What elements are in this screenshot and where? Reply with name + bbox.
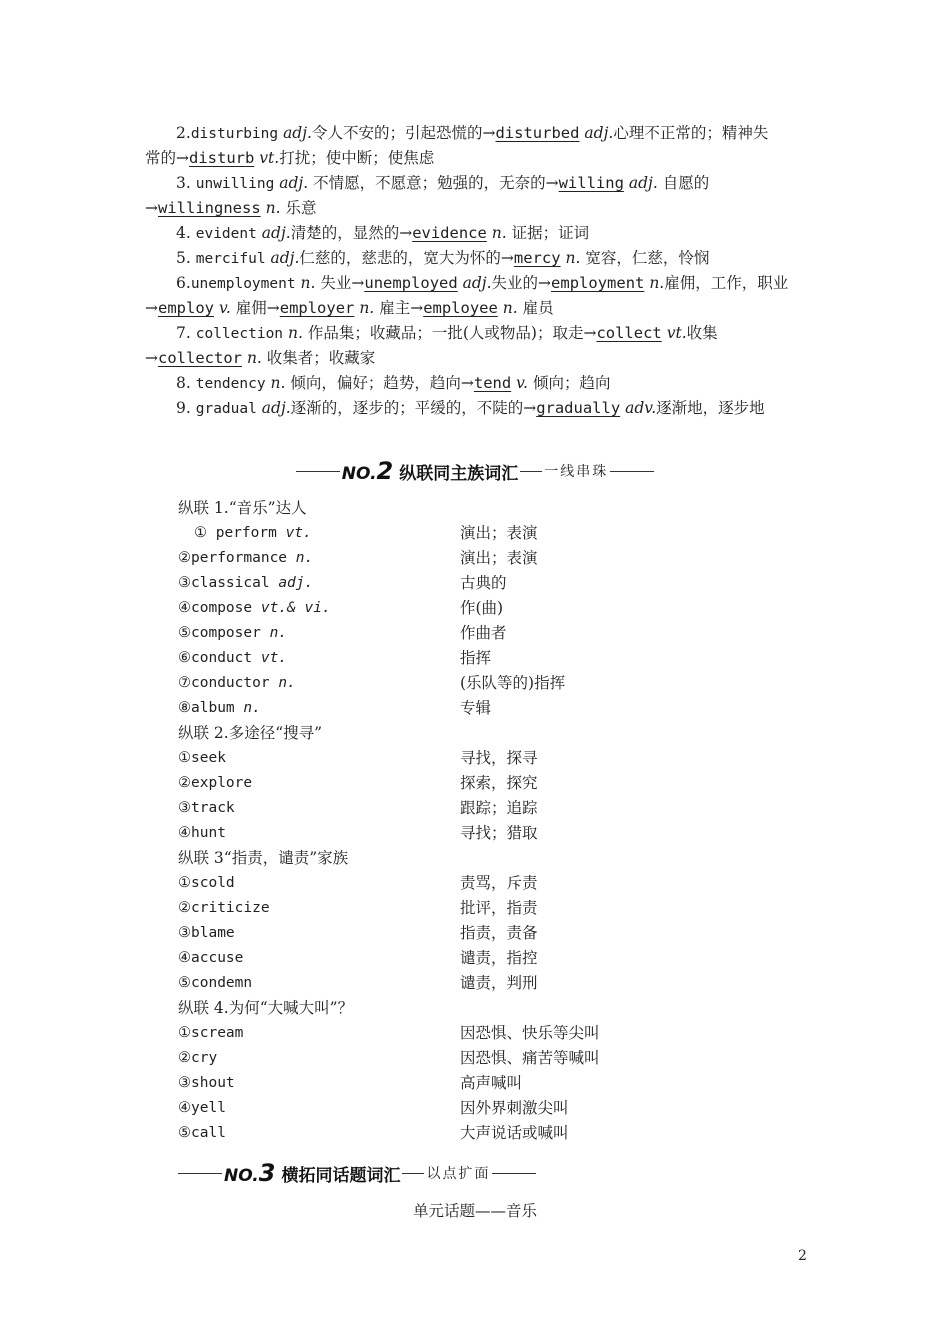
section-heading-no3 bbox=[0, 1158, 950, 1188]
group-heading-music: 纵联 1.“音乐”达人 bbox=[178, 499, 307, 517]
heading-rule-right bbox=[610, 471, 654, 472]
vocab-row: ⑤call 大声说话或喊叫 bbox=[178, 1124, 569, 1142]
entry-2-line-2: 常的→disturb vt.打扰；使中断；使焦虑 bbox=[145, 149, 435, 167]
vocab-row: ⑧album n. 专辑 bbox=[178, 699, 492, 717]
group-heading-blame: 纵联 3“指责，谴责”家族 bbox=[178, 849, 349, 867]
section-heading-no2 bbox=[0, 456, 950, 486]
entry-2-line-1: 2.disturbing adj.令人不安的；引起恐慌的→disturbed adj.心理不正常的；精神失 bbox=[176, 124, 769, 142]
heading-rule-left bbox=[178, 1173, 222, 1174]
entry-9: 9. gradual adj.逐渐的，逐步的；平缓的，不陡的→gradually adv.逐渐地，逐步地 bbox=[176, 399, 765, 417]
vocab-row: ⑥conduct vt. 指挥 bbox=[178, 649, 492, 667]
page-number: 2 bbox=[798, 1248, 807, 1264]
vocab-row: ④hunt 寻找；猎取 bbox=[178, 824, 538, 842]
entry-6-line-2: →employ v. 雇佣→employer n. 雇主→employee n. 雇员 bbox=[145, 299, 554, 317]
vocab-row: ③track 跟踪；追踪 bbox=[178, 799, 538, 817]
entry-6-line-1: 6.unemployment n. 失业→unemployed adj.失业的→employment n.雇佣，工作，职业 bbox=[176, 274, 789, 292]
section-number: NO.3 bbox=[224, 1159, 276, 1187]
section-subtitle: 以点扩面 bbox=[426, 1166, 491, 1182]
entry-7-line-1: 7. collection n. 作品集；收藏品；一批(人或物品)；取走→collect vt.收集 bbox=[176, 324, 718, 342]
vocab-row: ⑤composer n. 作曲者 bbox=[178, 624, 507, 642]
vocab-row: ③classical adj. 古典的 bbox=[178, 574, 507, 592]
vocab-row: ②explore 探索，探究 bbox=[178, 774, 538, 792]
section-subtitle: 一线串珠 bbox=[544, 464, 609, 480]
heading-dash bbox=[520, 471, 542, 472]
heading-dash bbox=[402, 1173, 424, 1174]
entry-4: 4. evident adj.清楚的，显然的→evidence n. 证据；证词 bbox=[176, 224, 590, 242]
vocab-row: ②criticize 批评，指责 bbox=[178, 899, 538, 917]
vocab-row: ①seek 寻找，探寻 bbox=[178, 749, 538, 767]
entry-7-line-2: →collector n. 收集者；收藏家 bbox=[145, 349, 376, 367]
entry-3-line-2: →willingness n. 乐意 bbox=[145, 199, 317, 217]
vocab-row: ⑤condemn 谴责，判刑 bbox=[178, 974, 538, 992]
vocab-row: ④compose vt.& vi. 作(曲) bbox=[178, 599, 504, 617]
section-title: 横拓同话题词汇 bbox=[281, 1165, 401, 1186]
vocab-row: ④accuse 谴责，指控 bbox=[178, 949, 538, 967]
group-heading-search: 纵联 2.多途径“搜寻” bbox=[178, 724, 323, 742]
vocab-row: ③shout 高声喊叫 bbox=[178, 1074, 523, 1092]
entry-8: 8. tendency n. 倾向，偏好；趋势，趋向→tend v. 倾向；趋向 bbox=[176, 374, 611, 392]
section-title: 纵联同主族词汇 bbox=[399, 463, 519, 484]
vocab-row: ②cry 因恐惧、痛苦等喊叫 bbox=[178, 1049, 600, 1067]
vocab-row: ⑦conductor n. (乐队等的)指挥 bbox=[178, 674, 566, 692]
vocab-row: ①scold 责骂，斥责 bbox=[178, 874, 538, 892]
section-number: NO.2 bbox=[341, 457, 394, 485]
entry-5: 5. merciful adj.仁慈的，慈悲的，宽大为怀的→mercy n. 宽容，仁慈，怜悯 bbox=[176, 249, 710, 267]
heading-rule-left bbox=[296, 471, 340, 472]
group-heading-shout: 纵联 4.为何“大喊大叫”？ bbox=[178, 999, 354, 1017]
vocab-row: ① perform vt. 演出；表演 bbox=[194, 524, 538, 542]
vocab-row: ③blame 指责，责备 bbox=[178, 924, 538, 942]
vocab-row: ②performance n. 演出；表演 bbox=[178, 549, 538, 567]
vocab-row: ①scream 因恐惧、快乐等尖叫 bbox=[178, 1024, 600, 1042]
unit-topic: 单元话题——音乐 bbox=[412, 1202, 537, 1220]
heading-rule-right bbox=[492, 1173, 536, 1174]
entry-3-line-1: 3. unwilling adj. 不情愿，不愿意；勉强的，无奈的→willing adj. 自愿的 bbox=[176, 174, 710, 192]
vocab-row: ④yell 因外界刺激尖叫 bbox=[178, 1099, 569, 1117]
